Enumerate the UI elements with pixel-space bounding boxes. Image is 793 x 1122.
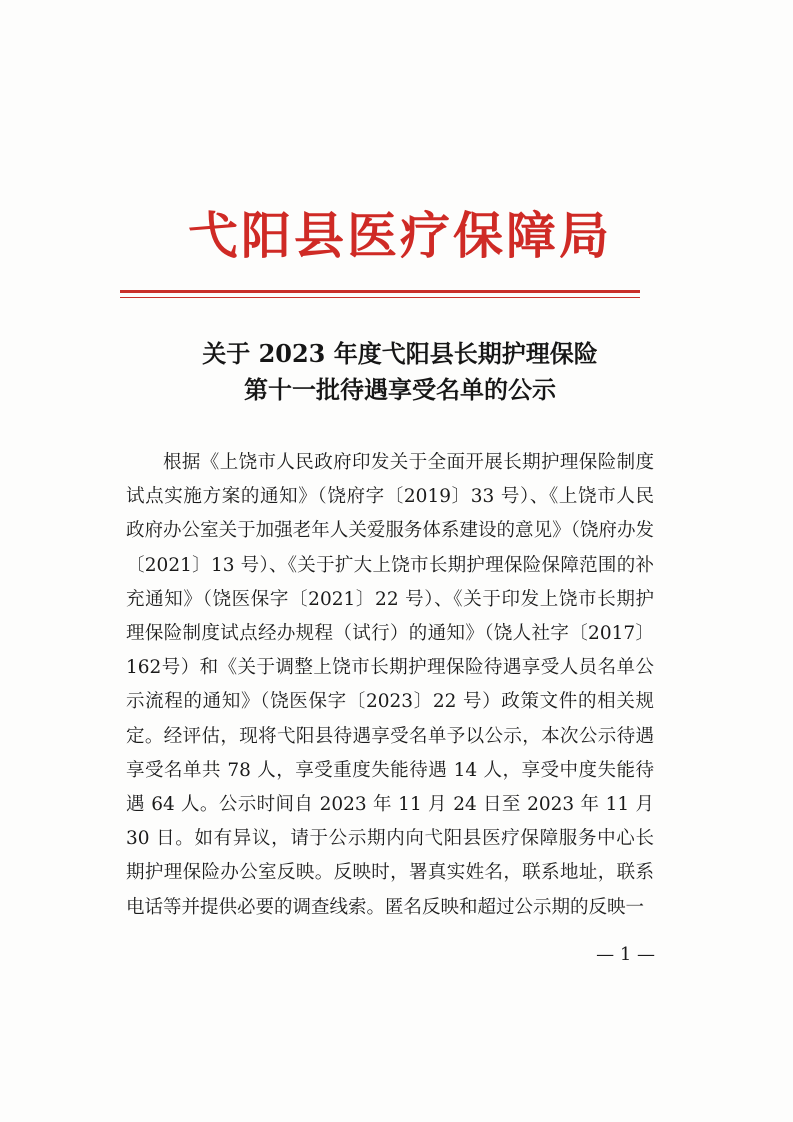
document-title-line-1: 关于 2023 年度弋阳县长期护理保险 xyxy=(202,339,598,368)
page-number: — 1 — xyxy=(596,944,655,965)
document-title-line-2: 第十一批待遇享受名单的公示 xyxy=(244,375,556,404)
masthead-rule-thin xyxy=(120,297,640,298)
document-body-paragraph: 根据《上饶市人民政府印发关于全面开展长期护理保险制度试点实施方案的通知》（饶府字〔2019〕33 号）、《上饶市人民政府办公室关于加强老年人关爱服务体系建设的意见》（饶府办发〔2021〕13 号）、《关于扩大上饶市长期护理保险保障范围的补充通知》（饶医保字〔2021〕22 号）、《关于印发上饶市长期护理保险制度试点经办规程（试行）的通知》（饶人社字〔2017〕162号）和《关于调整上饶市长期护理保险待遇享受人员名单公示流程的通知》（饶医保字〔2023〕22 号）政策文件的相关规定。经评估，现将弋阳县待遇享受名单予以公示，本次公示待遇享受名单共 78 人，享受重度失能待遇 14 人，享受中度失能待遇 64 人。公示时间自 2023 年 11 月 24 日至 2023 年 11 月 30 日。如有异议，请于公示期内向弋阳县医疗保障服务中心长期护理保险办公室反映。反映时，署真实姓名，联系地址，联系电话等并提供必要的调查线索。匿名反映和超过公示期的反映一 xyxy=(126,452,654,918)
agency-masthead: 弋阳县医疗保障局 xyxy=(188,207,612,265)
document-title xyxy=(80,336,720,408)
masthead-rule-thick xyxy=(120,290,640,293)
